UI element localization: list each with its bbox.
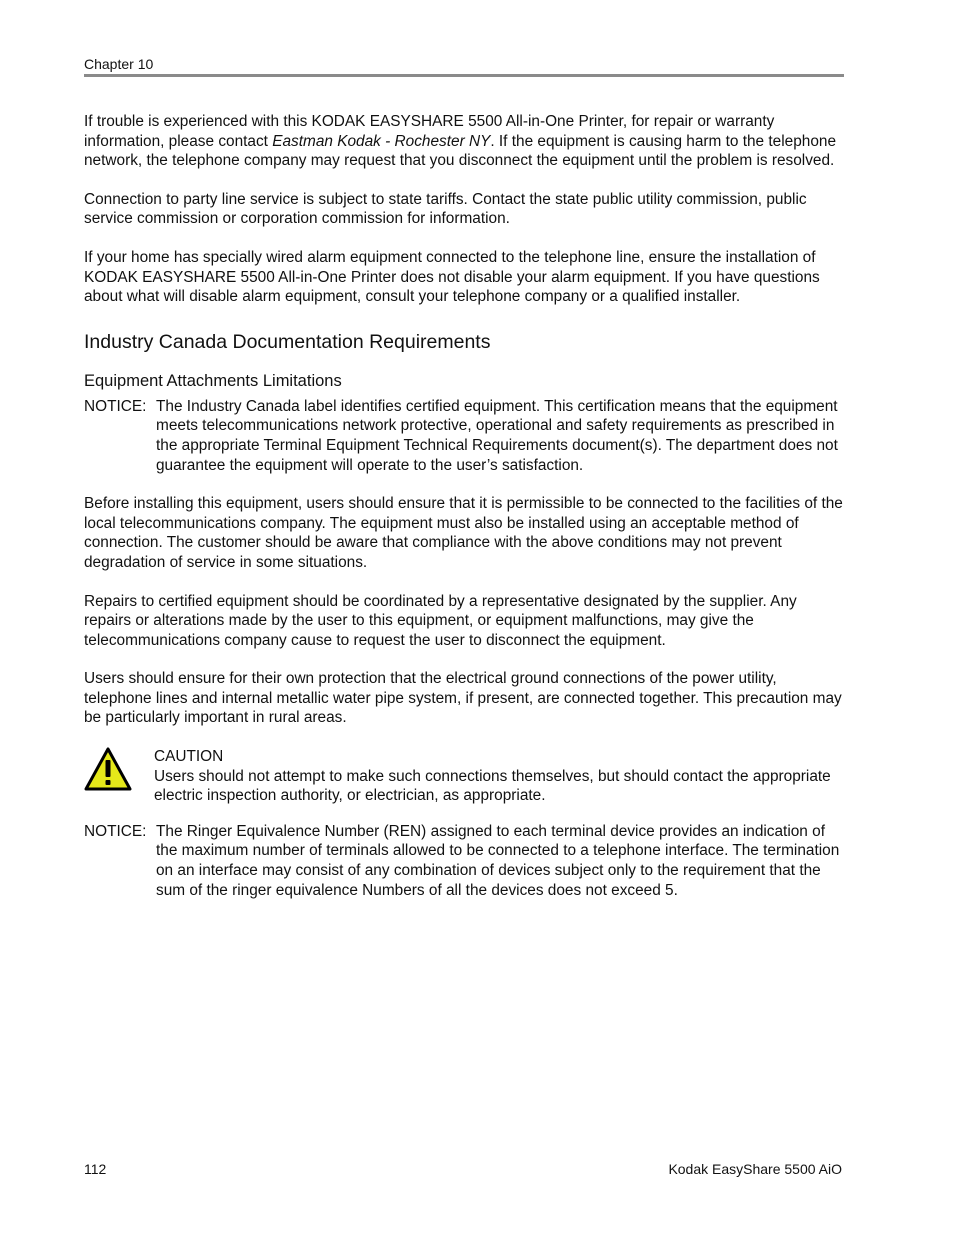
paragraph-ground: Users should ensure for their own protection that the electrical ground connections of the power utility, telephone lines and internal metallic water pipe system, if present, are connected together. This precaution may be particularly important in rural areas.	[84, 670, 842, 727]
page-body	[84, 112, 844, 919]
caution-block	[84, 747, 844, 806]
notice-text: The Ringer Equivalence Number (REN) assigned to each terminal device provides an indication of the maximum number of terminals allowed to be connected to a telephone interface. The termination on an interface may consist of any combination of devices subject only to the requirement that the sum of the ringer equivalence Numbers of all the devices does not exceed 5.	[156, 822, 840, 899]
contact-name: Eastman Kodak - Rochester NY	[272, 132, 491, 150]
paragraph-trouble	[84, 112, 844, 171]
notice-ren	[84, 822, 844, 900]
paragraph-alarm: If your home has specially wired alarm equipment connected to the telephone line, ensure the installation of KODAK EASYSHARE 5500 All-in-One Printer does not disable your alarm equipment. If you have questions about what will disable alarm equipment, consult your telephone company or a qualified installer.	[84, 248, 820, 306]
subsection-heading: Equipment Attachments Limitations	[84, 371, 342, 390]
notice-certification	[84, 397, 844, 475]
paragraph-trouble-post: . If the equipment is causing harm to the telephone network, the telephone company may request that you disconnect the equipment until the problem is resolved.	[84, 132, 837, 170]
notice-label: NOTICE:	[84, 397, 147, 415]
paragraph-party-line: Connection to party line service is subject to state tariffs. Contact the state public utility commission, public service commission or corporation commission for information.	[84, 190, 807, 228]
notice-text: The Industry Canada label identifies certified equipment. This certification means that the equipment meets telecommunications network protective, operational and safety requirements as prescribed in the appropriate Terminal Equipment Technical Requirements document(s). The department does not guarantee the equipment will operate to the user’s satisfaction.	[156, 397, 838, 474]
paragraph-trouble-pre: If trouble is experienced with this KODAK EASYSHARE 5500 All-in-One Printer, for repair or warranty information, please contact	[84, 113, 775, 150]
caution-title: CAUTION	[154, 748, 224, 766]
page-number: 112	[84, 1161, 107, 1177]
warning-triangle-icon	[84, 747, 154, 806]
caution-content	[154, 747, 844, 806]
product-name: Kodak EasyShare 5500 AiO	[668, 1161, 842, 1177]
paragraph-repairs: Repairs to certified equipment should be coordinated by a representative designated by the supplier. Any repairs or alterations made by the user to this equipment, or equipment malfunctions, may give the telecommunications company cause to request the user to disconnect the equipment.	[84, 592, 797, 649]
chapter-label: Chapter 10	[84, 56, 154, 72]
header-divider	[84, 74, 844, 77]
caution-text: Users should not attempt to make such connections themselves, but should contact the appropriate electric inspection authority, or electrician, as appropriate.	[154, 767, 831, 805]
notice-label: NOTICE:	[84, 822, 147, 840]
section-heading: Industry Canada Documentation Requirements	[84, 330, 491, 353]
paragraph-installing: Before installing this equipment, users should ensure that it is permissible to be connected to the facilities of the local telecommunications company. The equipment must also be installed using an acceptable method of connection. The customer should be aware that compliance with the above conditions may not prevent degradation of service in some situations.	[84, 495, 843, 571]
warning-triangle-svg	[84, 747, 132, 791]
